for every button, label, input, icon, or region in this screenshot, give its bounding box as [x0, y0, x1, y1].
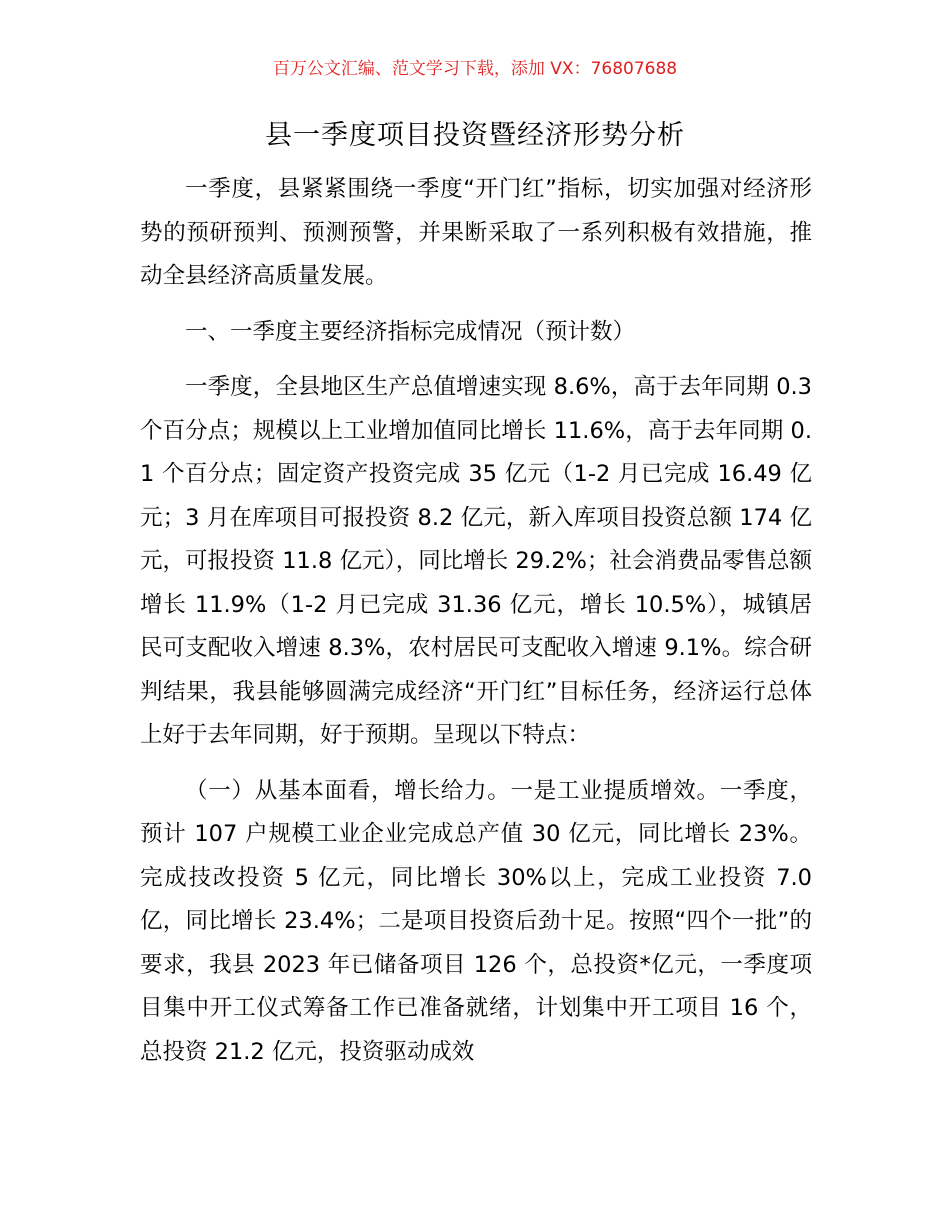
paragraph-subsection-1: （一）从基本面看，增长给力。一是工业提质增效。一季度，预计 107 户规模工业企业完成总产值 30 亿元，同比增长 23%。完成技改投资 5 亿元，同比增长 30%以上，完成工业投资 7.0 亿，同比增长 23.4%；二是项目投资后劲十足。按照“四个一批”的要求，我县 2023 年已储备项目 126 个，总投资*亿元，一季度项目集中开工仪式筹备工作已准备就绪，计划集中开工项目 16 个，总投资 21.2 亿元，投资驱动成效	[140, 777, 812, 1065]
paragraph-intro: 一季度，县紧紧围绕一季度“开门红”指标，切实加强对经济形势的预研预判、预测预警，并果断采取了一系列积极有效措施，推动全县经济高质量发展。	[140, 176, 812, 289]
promo-banner: 百万公文汇编、范文学习下载，添加 VX：76807688	[272, 59, 678, 79]
document-body	[140, 168, 812, 1086]
paragraph-indicators: 一季度，全县地区生产总值增速实现 8.6%，高于去年同期 0.3 个百分点；规模以上工业增加值同比增长 11.6%，高于去年同期 0.1 个百分点；固定资产投资完成 35 亿元（1-2 月已完成 16.49 亿元；3 月在库项目可报投资 8.2 亿元，新入库项目投资总额 174 亿元，可报投资 11.8 亿元），同比增长 29.2%；社会消费品零售总额增长 11.9%（1-2 月已完成 31.36 亿元，增长 10.5%），城镇居民可支配收入增速 8.3%，农村居民可支配收入增速 9.1%。综合研判结果，我县能够圆满完成经济“开门红”目标任务，经济运行总体上好于去年同期，好于预期。呈现以下特点：	[140, 374, 812, 748]
document-title: 县一季度项目投资暨经济形势分析	[265, 120, 685, 151]
section-heading-1: 一、一季度主要经济指标完成情况（预计数）	[185, 318, 636, 345]
